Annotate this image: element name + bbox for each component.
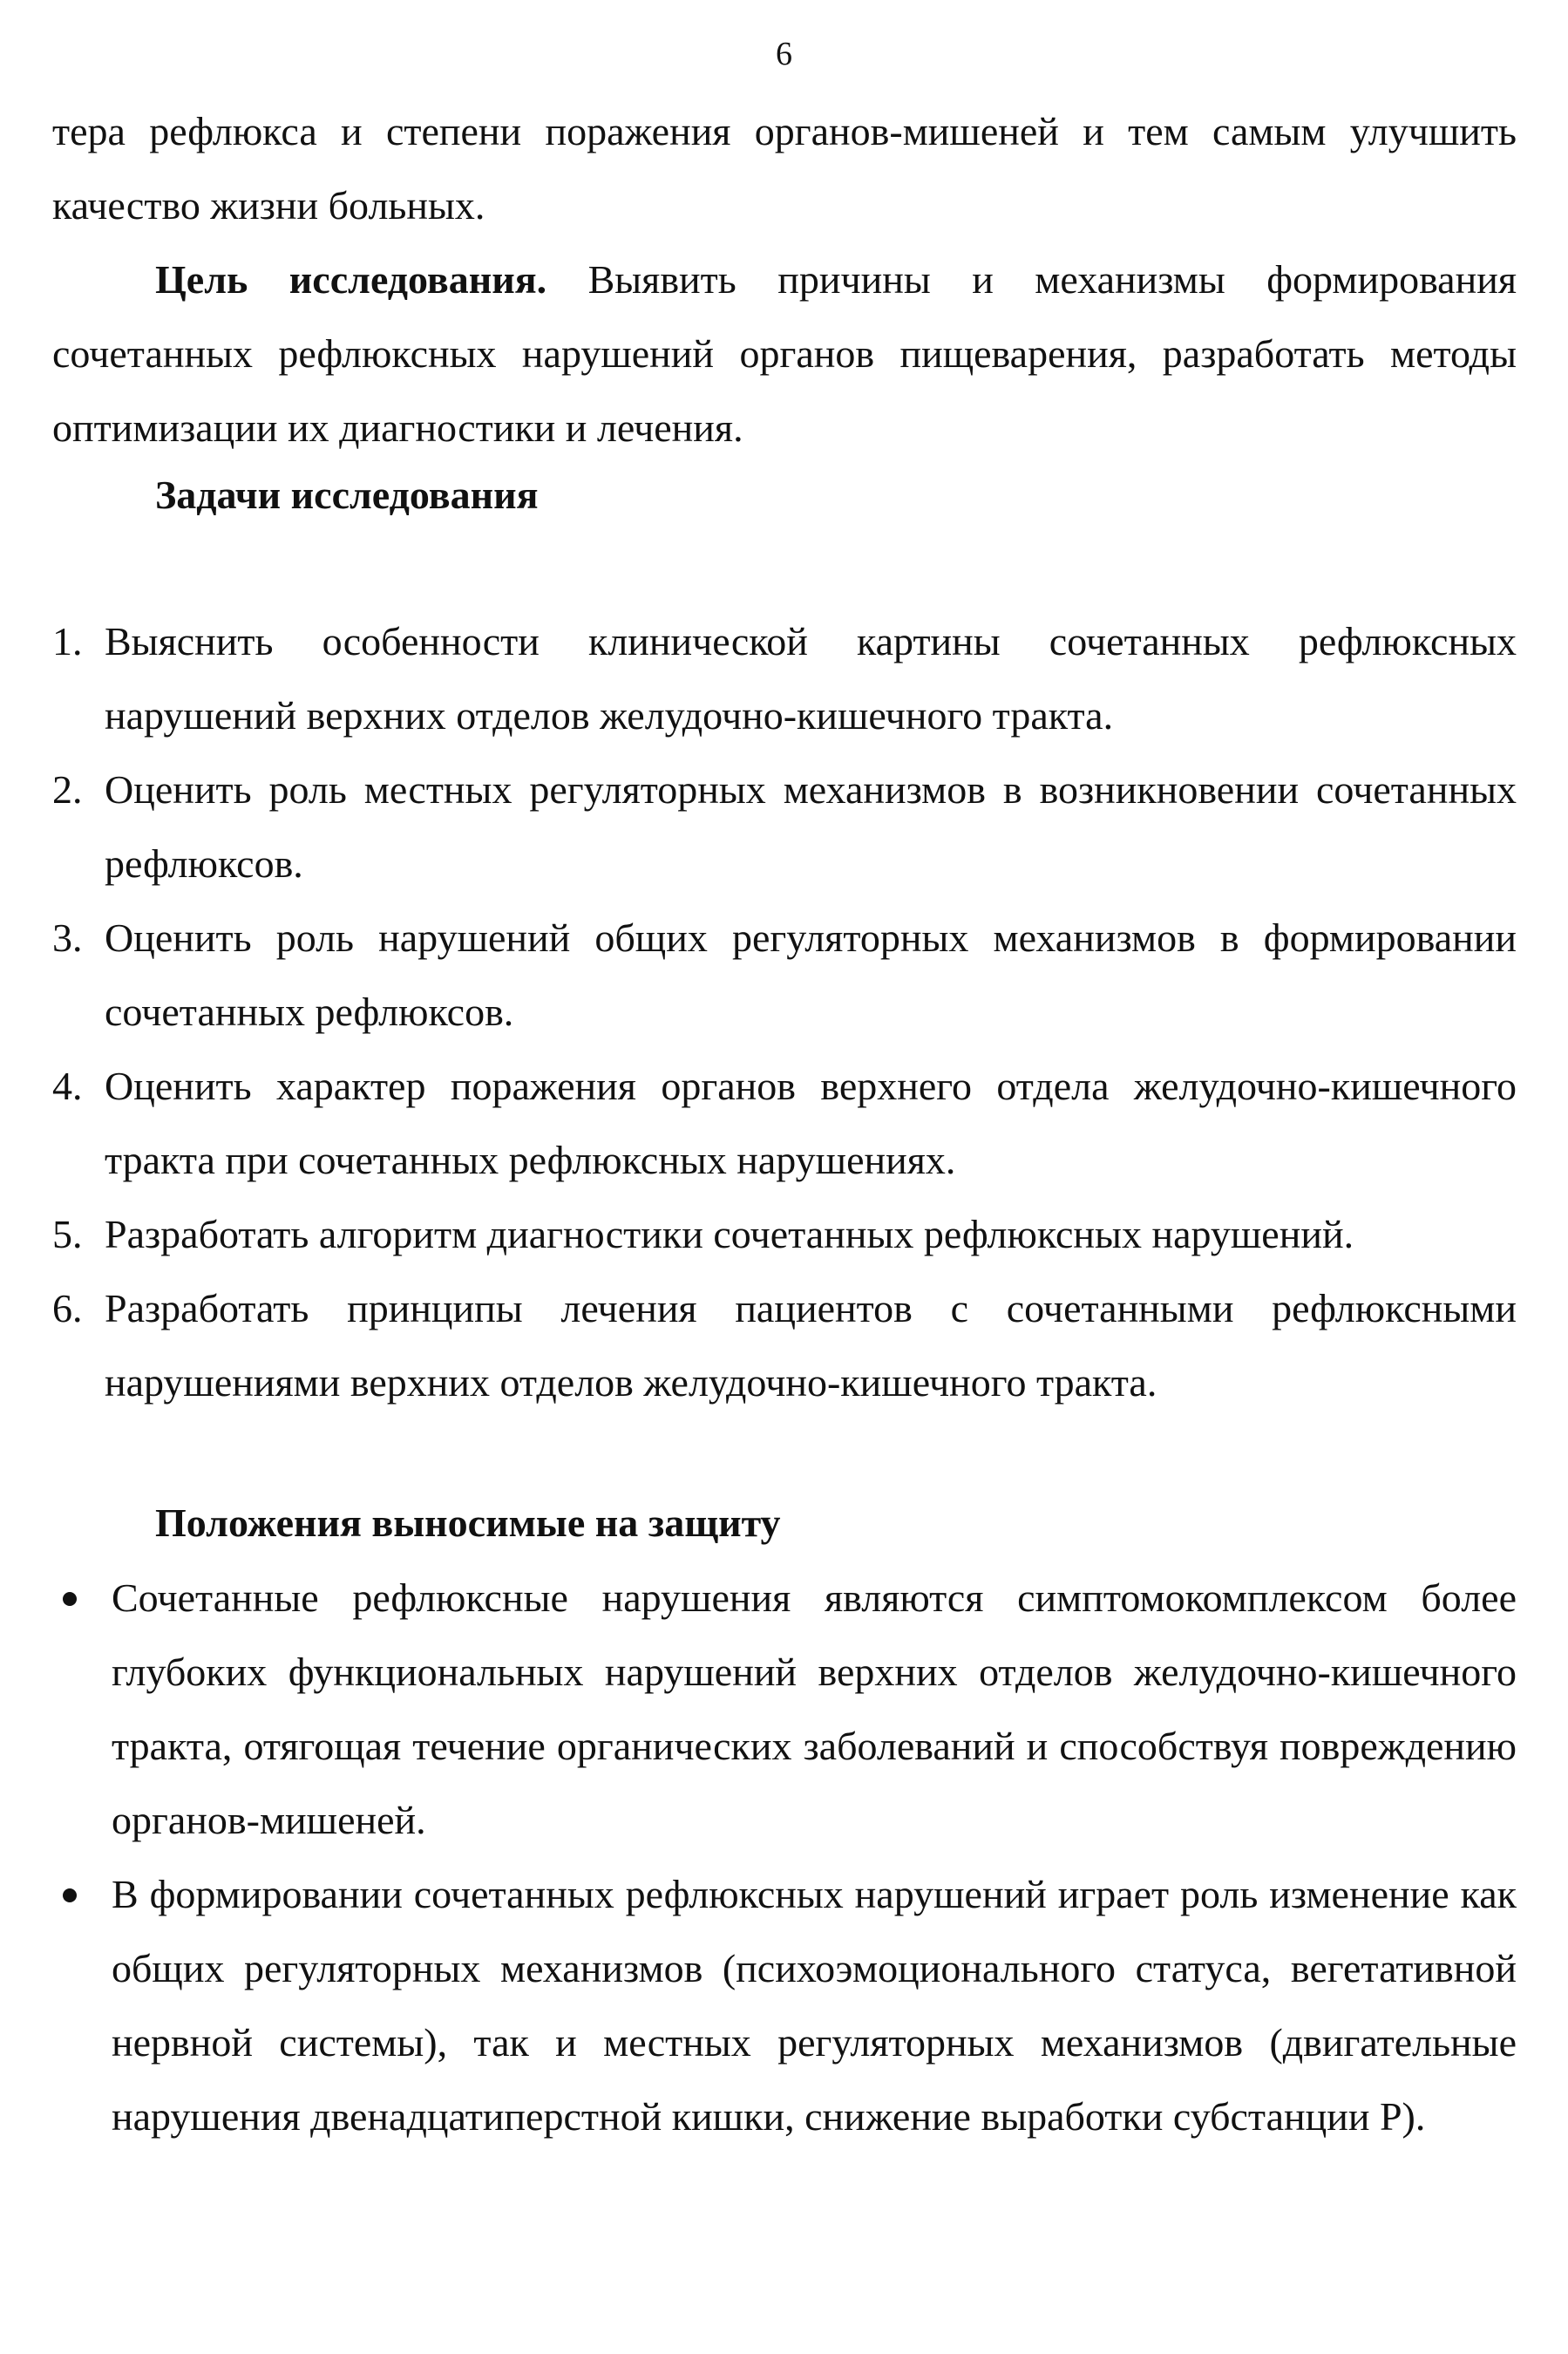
task-item (52, 1271, 1517, 1419)
defense-heading: Положения выносимые на защиту (155, 1500, 781, 1545)
task-item (52, 1197, 1517, 1271)
tasks-heading: Задачи исследования (155, 473, 539, 517)
bullet-icon (63, 1888, 77, 1902)
intro-paragraph: тера рефлюкса и степени поражения органов-мишеней и тем самым улучшить качество жизни больных. (52, 109, 1517, 228)
defense-text: В формировании сочетанных рефлюксных нарушений играет роль изменение как общих регуляторных механизмов (психоэмоционального статуса, вегетативной нервной системы), так и местных регуляторных механизмов (двигательные нарушения двенадцатиперстной кишки, снижение выработки субстанции Р). (112, 1872, 1517, 2139)
page-number: 6 (776, 36, 792, 72)
task-item (52, 752, 1517, 901)
task-number: 5. (52, 1212, 83, 1256)
task-text: Выяснить особенности клинической картины сочетанных рефлюксных нарушений верхних отделов желудочно-кишечного тракта. (105, 619, 1517, 738)
task-item (52, 901, 1517, 1049)
task-text: Разработать алгоритм диагностики сочетанных рефлюксных нарушений. (105, 1212, 1354, 1256)
defense-item (52, 1561, 1517, 1857)
tasks-list (52, 604, 1517, 1419)
task-text: Разработать принципы лечения пациентов с сочетанными рефлюксными нарушениями верхних отделов желудочно-кишечного тракта. (105, 1286, 1517, 1405)
bullet-icon (63, 1592, 77, 1606)
task-number: 1. (52, 619, 83, 663)
task-number: 3. (52, 915, 83, 960)
defense-list (52, 1561, 1517, 2153)
defense-item (52, 1857, 1517, 2153)
task-number: 4. (52, 1064, 83, 1108)
goal-label: Цель исследования. (155, 257, 547, 302)
task-item (52, 1049, 1517, 1197)
goal-paragraph (52, 242, 1517, 465)
task-text: Оценить роль местных регуляторных механизмов в возникновении сочетанных рефлюксов. (105, 767, 1517, 886)
task-text: Оценить характер поражения органов верхнего отдела желудочно-кишечного тракта при сочетанных рефлюксных нарушениях. (105, 1064, 1517, 1182)
task-number: 2. (52, 767, 83, 812)
task-item (52, 604, 1517, 752)
task-number: 6. (52, 1286, 83, 1330)
goal-text: Выявить причины и механизмы формирования сочетанных рефлюксных нарушений органов пищеварения, разработать методы оптимизации их диагностики и лечения. (52, 257, 1517, 450)
defense-text: Сочетанные рефлюксные нарушения являются симптомокомплексом более глубоких функциональных нарушений верхних отделов желудочно-кишечного тракта, отягощая течение органических заболеваний и способствуя повреждению органов-мишеней. (112, 1575, 1517, 1842)
task-text: Оценить роль нарушений общих регуляторных механизмов в формировании сочетанных рефлюксов. (105, 915, 1517, 1034)
